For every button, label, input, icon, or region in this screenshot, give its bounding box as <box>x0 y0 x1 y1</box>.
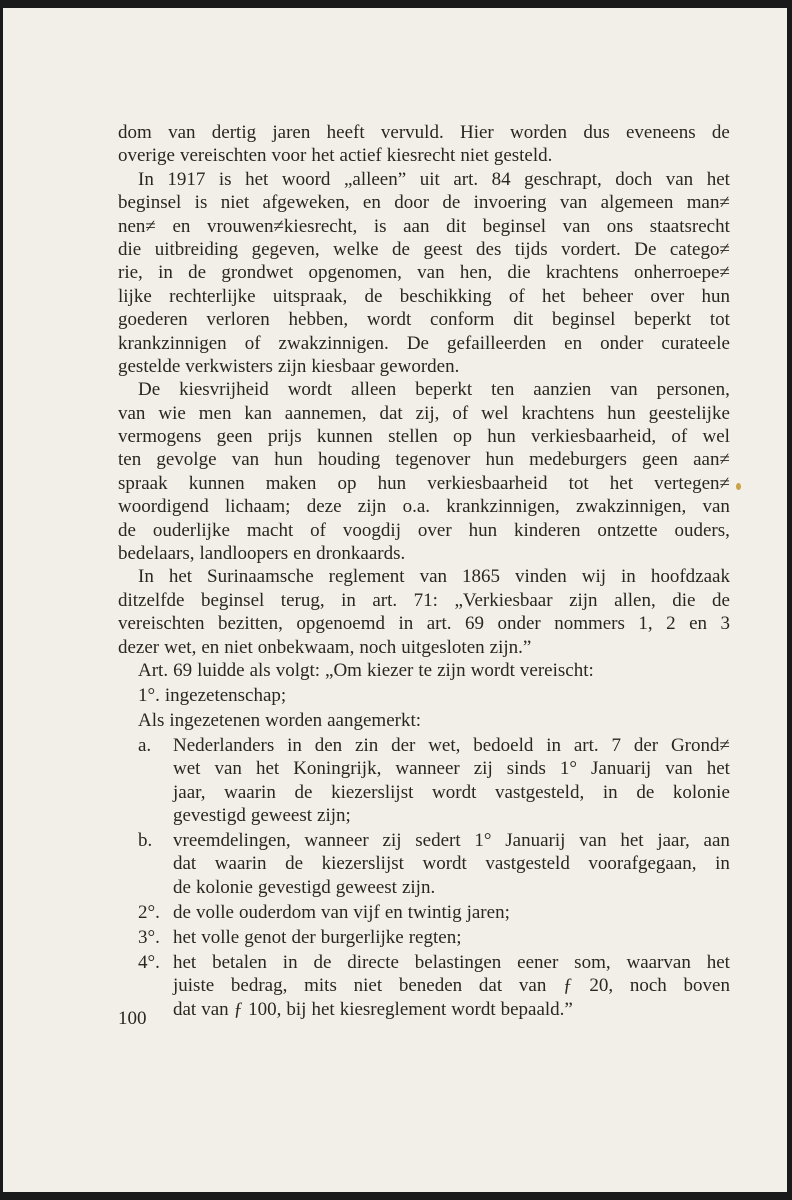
list-item-text: wet van het Koningrijk, wanneer zij sinds 1° Januarij van het <box>173 758 730 780</box>
list-item-label <box>118 804 173 827</box>
text-line: nen≠ en vrouwen≠kiesrecht, is aan dit beginsel van ons staatsrecht <box>118 215 730 237</box>
list-item-text: het betalen in de directe belastingen eener som, waarvan het <box>173 951 730 973</box>
list-item-label <box>118 876 173 899</box>
list-item-text: juiste bedrag, mits niet beneden dat van ƒ 20, noch boven <box>173 975 730 997</box>
text-line: rie, in de grondwet opgenomen, van hen, die krachtens onherroepe≠ <box>118 262 730 284</box>
list-item-text: vreemdelingen, wanneer zij sedert 1° Januarij van het jaar, aan <box>173 830 730 852</box>
text-line: In 1917 is het woord „alleen” uit art. 84 geschrapt, doch van het <box>138 168 730 190</box>
list-item-text: dat van ƒ 100, bij het kiesreglement wordt bepaald.” <box>173 998 573 1020</box>
text-line: dezer wet, en niet onbekwaam, noch uitgesloten zijn.” <box>118 636 532 658</box>
list-item-line <box>118 734 730 757</box>
list-item-text: de volle ouderdom van vijf en twintig jaren; <box>173 901 510 923</box>
text-line: In het Surinaamsche reglement van 1865 vinden wij in hoofdzaak <box>138 566 730 588</box>
list-item-text: de kolonie gevestigd geweest zijn. <box>173 876 436 898</box>
list-item-line <box>118 781 730 804</box>
text-line: overige vereischten voor het actief kiesrecht niet gesteld. <box>118 145 553 167</box>
list-item-line <box>118 757 730 780</box>
list-item-line <box>118 926 730 949</box>
list-item-text: jaar, waarin de kiezerslijst wordt vastgesteld, in de kolonie <box>173 781 730 803</box>
text-line: 1°. ingezetenschap; <box>138 684 287 706</box>
text-line: vermogens geen prijs kunnen stellen op hun verkiesbaarheid, of wel <box>118 426 730 448</box>
list-item-line <box>118 829 730 852</box>
list-item-label: 2°. <box>138 901 160 923</box>
text-line: Art. 69 luidde als volgt: „Om kiezer te zijn wordt vereischt: <box>138 659 594 681</box>
list-item-label <box>118 974 173 997</box>
text-line: de ouderlijke macht of voogdij over hun kinderen ontzette ouders, <box>118 519 730 541</box>
text-line: Als ingezetenen worden aangemerkt: <box>138 709 422 731</box>
text-line: gestelde verkwisters zijn kiesbaar geworden. <box>118 355 460 377</box>
list-item-label: 4°. <box>138 951 160 973</box>
body-text <box>118 121 730 1021</box>
list-item-line <box>118 876 730 899</box>
text-line: die uitbreiding gegeven, welke de geest des tijds vordert. De catego≠ <box>118 238 730 260</box>
text-line: dom van dertig jaren heeft vervuld. Hier worden dus eveneens de <box>118 122 730 143</box>
text-line: woordigend lichaam; deze zijn o.a. krankzinnigen, zwakzinnigen, van <box>118 496 730 518</box>
text-line: ditzelfde beginsel terug, in art. 71: „Verkiesbaar zijn allen, die de <box>118 589 730 611</box>
page-number: 100 <box>118 1008 147 1029</box>
text-line: goederen verloren hebben, wordt conform dit beginsel beperkt tot <box>118 309 730 331</box>
list-item-text: gevestigd geweest zijn; <box>173 805 351 827</box>
list-item-text: het volle genot der burgerlijke regten; <box>173 926 462 948</box>
text-line: van wie men kan aannemen, dat zij, of wel krachtens hun geestelijke <box>118 402 730 424</box>
text-line: spraak kunnen maken op hun verkiesbaarheid tot het vertegen≠ <box>118 472 730 494</box>
book-page <box>3 8 787 1192</box>
list-item-text: Nederlanders in den zin der wet, bedoeld in art. 7 der Grond≠ <box>173 734 730 756</box>
text-line: krankzinnigen of zwakzinnigen. De gefailleerden en onder curateele <box>118 332 730 354</box>
text-line: vereischten bezitten, opgenoemd in art. 69 onder nommers 1, 2 en 3 <box>118 613 730 635</box>
list-item-text: dat waarin de kiezerslijst wordt vastgesteld voorafgegaan, in <box>173 853 730 875</box>
list-item-label: 3°. <box>138 926 160 948</box>
list-item-line <box>118 951 730 974</box>
list-item-line <box>118 852 730 875</box>
list-item-line <box>118 998 730 1021</box>
list-item-label <box>118 852 173 875</box>
list-item-label <box>118 781 173 804</box>
text-line: bedelaars, landloopers en dronkaards. <box>118 543 406 565</box>
text-line: beginsel is niet afgeweken, en door de invoering van algemeen man≠ <box>118 192 730 214</box>
list-item-label: a. <box>138 734 152 756</box>
list-item-label <box>118 757 173 780</box>
list-item-line <box>118 974 730 997</box>
text-line: De kiesvrijheid wordt alleen beperkt ten aanzien van personen, <box>138 379 730 401</box>
paper-speck <box>736 483 741 490</box>
text-line: ten gevolge van hun houding tegenover hun medeburgers geen aan≠ <box>118 449 730 471</box>
list-item-line <box>118 804 730 827</box>
list-item-line <box>118 901 730 924</box>
list-item-label: b. <box>138 830 153 852</box>
text-line: lijke rechterlijke uitspraak, de beschikking of het beheer over hun <box>118 285 730 307</box>
